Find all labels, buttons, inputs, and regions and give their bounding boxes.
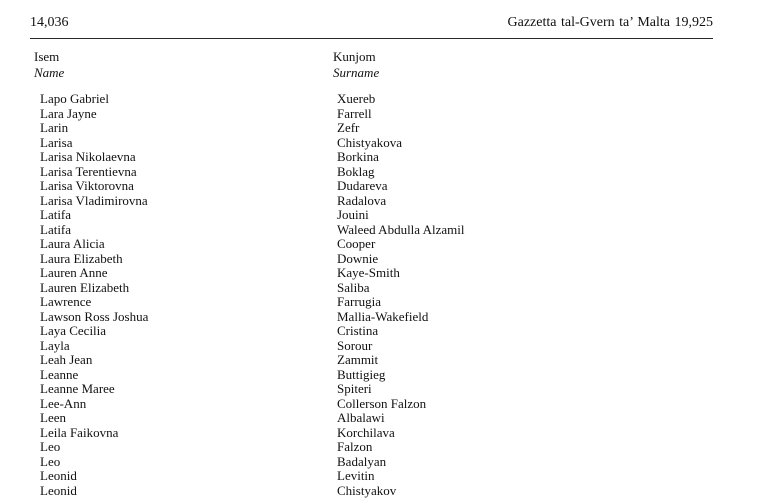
names-list (40, 92, 320, 498)
surname-entry: Sorour (337, 337, 373, 353)
name-entry: Larisa Nikolaevna (40, 149, 136, 164)
surname-entry: Cristina (337, 323, 379, 338)
surname-entry: Korchilava (337, 424, 395, 440)
surname-entry: Collerson Falzon (337, 395, 427, 411)
surname-entry: Cooper (337, 236, 376, 251)
surname-entry: Farrugia (337, 294, 382, 309)
page-header (30, 12, 713, 39)
publication-title: Gazzetta tal-Gvern ta’ Malta 19,925 (507, 15, 713, 30)
name-column-header (34, 49, 64, 81)
name-label-maltese: Isem (34, 49, 60, 64)
name-entry: Leonid (40, 468, 77, 483)
surname-entry: Mallia-Wakefield (337, 308, 429, 324)
name-entry: Larisa Vladimirovna (40, 192, 148, 208)
surname-entry: Spiteri (337, 381, 372, 396)
name-entry: Lapo Gabriel (40, 91, 109, 106)
surname-entry: Farrell (337, 105, 372, 121)
name-entry: Leah Jean (40, 352, 93, 367)
surname-entry: Jouini (337, 207, 369, 222)
surname-label-english: Surname (333, 65, 380, 80)
surname-entry: Downie (337, 250, 379, 266)
name-entry: Larisa Viktorovna (40, 178, 134, 193)
surname-entry: Chistyakova (337, 134, 402, 150)
surname-entry: Buttigieg (337, 366, 386, 382)
surname-entry: Xuereb (337, 91, 376, 106)
surname-entry: Kaye-Smith (337, 265, 400, 280)
name-entry: Leo (40, 453, 61, 469)
name-entry: Leanne Maree (40, 381, 115, 396)
surname-entry: Borkina (337, 149, 379, 164)
name-entry: Lawrence (40, 294, 92, 309)
name-entry: Leo (40, 439, 61, 454)
name-entry: Lara Jayne (40, 105, 97, 121)
name-label-english: Name (34, 65, 65, 80)
surname-entry: Boklag (337, 163, 375, 179)
surname-label-maltese: Kunjom (333, 49, 376, 64)
name-entry: Latifa (40, 221, 72, 237)
surname-entry: Albalawi (337, 410, 385, 425)
name-entry: Larin (40, 120, 69, 135)
surname-entry: Radalova (337, 192, 387, 208)
name-entry: Leanne (40, 366, 79, 382)
name-entry: Lauren Anne (40, 265, 108, 280)
name-entry: Laya Cecilia (40, 323, 107, 338)
surname-entry: Levitin (337, 468, 375, 483)
name-entry: Laura Alicia (40, 236, 105, 251)
surname-entry: Waleed Abdulla Alzamil (337, 221, 465, 237)
surnames-list (337, 92, 697, 498)
surname-entry: Zammit (337, 352, 379, 367)
surname-column-header (333, 49, 379, 81)
surname-entry: Dudareva (337, 178, 388, 193)
surname-entry: Badalyan (337, 453, 387, 469)
name-entry: Layla (40, 337, 70, 353)
surname-entry: Zefr (337, 120, 360, 135)
name-entry: Lauren Elizabeth (40, 279, 130, 295)
page-number: 14,036 (30, 15, 69, 30)
name-entry: Lawson Ross Joshua (40, 308, 149, 324)
name-entry: Leonid (40, 482, 77, 498)
name-entry: Latifa (40, 207, 72, 222)
name-entry: Leen (40, 410, 66, 425)
name-entry: Laura Elizabeth (40, 250, 123, 266)
name-entry: Lee-Ann (40, 395, 87, 411)
name-entry: Larisa Terentievna (40, 163, 137, 179)
surname-entry: Falzon (337, 439, 373, 454)
surname-entry: Saliba (337, 279, 370, 295)
name-entry: Leila Faikovna (40, 424, 119, 440)
name-entry: Larisa (40, 134, 73, 150)
surname-entry: Chistyakov (337, 482, 397, 498)
